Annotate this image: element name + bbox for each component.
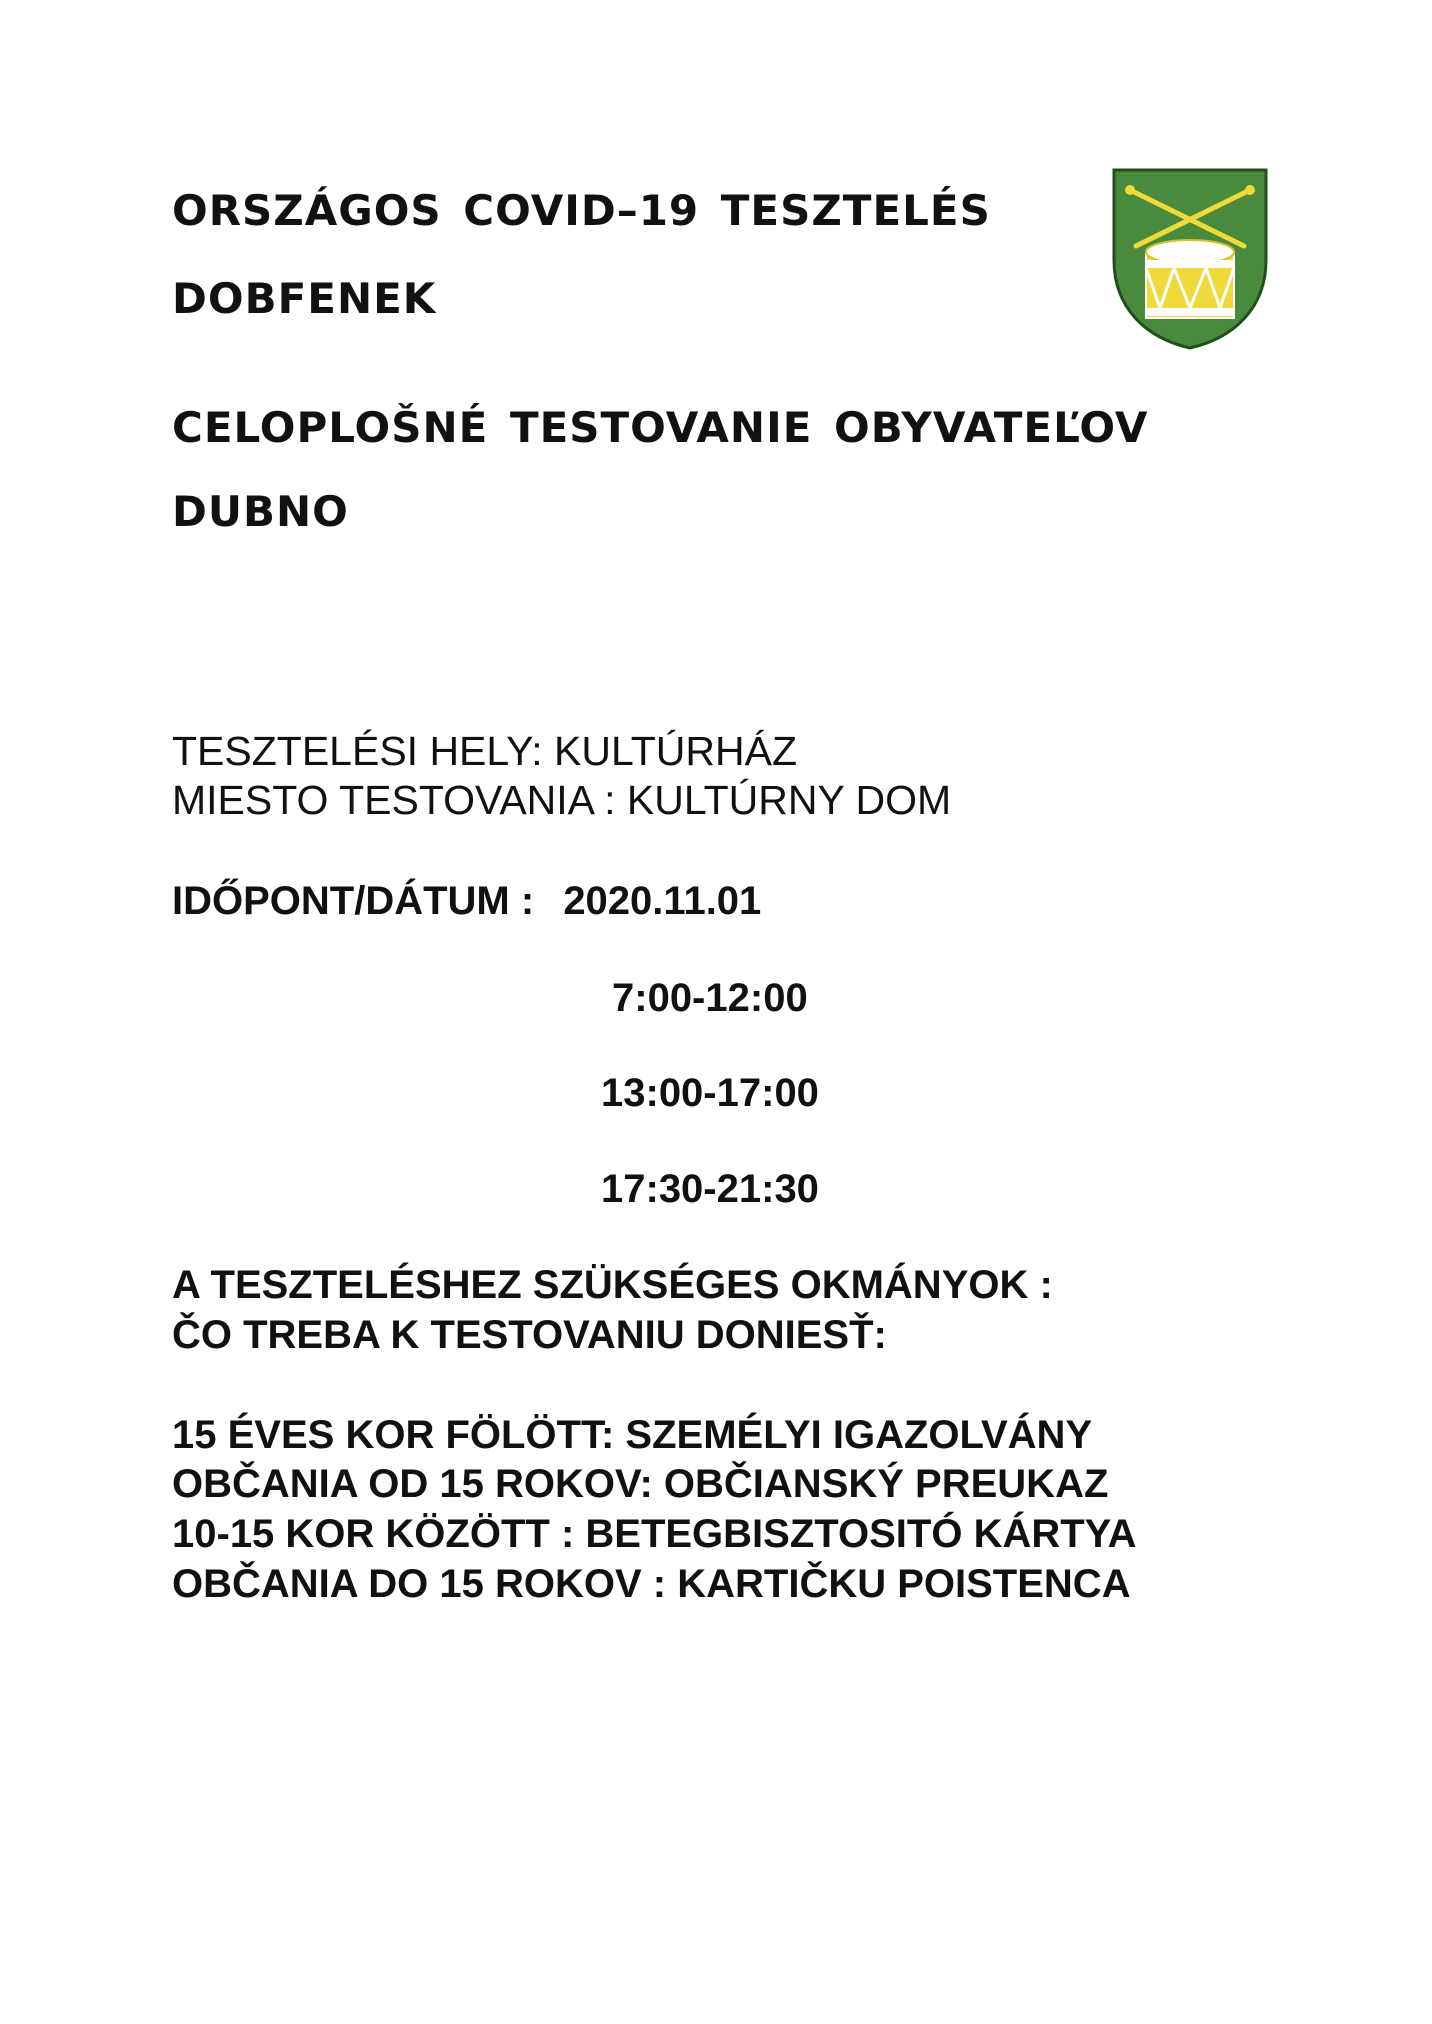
village-name-slovak: DUBNO [172,487,349,536]
testing-location-slovak: MIESTO TESTOVANIA : KULTÚRNY DOM [172,777,952,823]
coat-of-arms-icon [1112,168,1268,350]
date-row [172,881,761,921]
document-requirement: 15 ÉVES KOR FÖLÖTT: SZEMÉLYI IGAZOLVÁNY [172,1413,1093,1457]
document-requirement: OBČANIA OD 15 ROKOV: OBČIANSKÝ PREUKAZ [172,1462,1109,1506]
time-slot: 17:30-21:30 [601,1167,819,1211]
document-requirement: 10-15 KOR KÖZÖTT : BETEGBISZTOSITÓ KÁRTYA [172,1512,1137,1556]
title-slovak: CELOPLOŠNÉ TESTOVANIE OBYVATEĽOV [172,403,1149,452]
date-value: 2020.11.01 [563,879,762,923]
documents-title-hungarian: A TESZTELÉSHEZ SZÜKSÉGES OKMÁNYOK : [172,1263,1053,1307]
village-name-hungarian: DOBFENEK [172,274,437,323]
time-slot: 13:00-17:00 [601,1071,819,1115]
document-requirement: OBČANIA DO 15 ROKOV : KARTIČKU POISTENCA [172,1562,1131,1606]
documents-title-slovak: ČO TREBA K TESTOVANIU DONIESŤ: [172,1313,887,1357]
date-label: IDŐPONT/DÁTUM : [172,879,535,923]
testing-location-hungarian: TESZTELÉSI HELY: KULTÚRHÁZ [172,728,798,774]
time-slot: 7:00-12:00 [612,976,808,1020]
title-hungarian: ORSZÁGOS COVID–19 TESZTELÉS [172,186,991,235]
